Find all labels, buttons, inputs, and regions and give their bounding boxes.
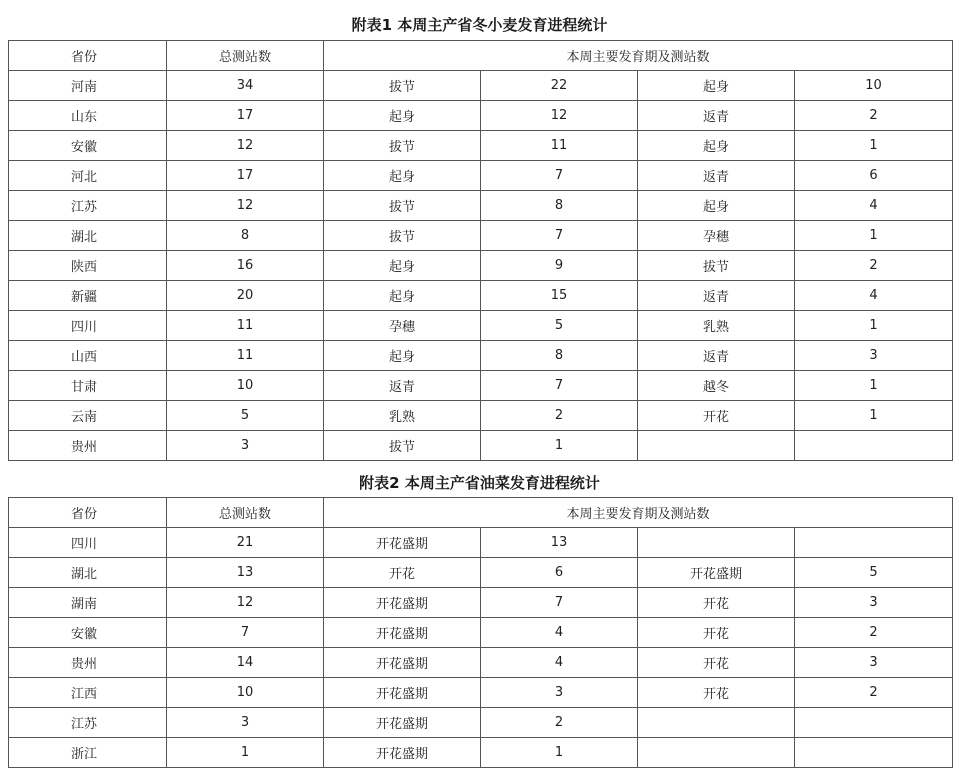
table2-title: 附表2 本周主产省油菜发育进程统计 <box>359 474 600 492</box>
total-stations-cell: 13 <box>167 558 324 588</box>
stage2-cell: 返青 <box>638 161 795 191</box>
table-row <box>9 588 953 618</box>
stage2-count-cell: 2 <box>795 618 953 648</box>
stage1-count-cell: 4 <box>481 618 638 648</box>
stage2-count-cell: 2 <box>795 101 953 131</box>
total-stations-cell: 12 <box>167 588 324 618</box>
stage1-count-cell: 11 <box>481 131 638 161</box>
province-cell: 江苏 <box>9 191 167 221</box>
stage1-cell: 拔节 <box>324 71 481 101</box>
stage1-cell: 起身 <box>324 251 481 281</box>
stage2-count-cell: 1 <box>795 401 953 431</box>
stage2-count-cell <box>795 738 953 768</box>
stage1-cell: 返青 <box>324 371 481 401</box>
stage2-count-cell: 1 <box>795 131 953 161</box>
table-row <box>9 401 953 431</box>
stage2-count-cell: 10 <box>795 71 953 101</box>
stage2-cell: 起身 <box>638 71 795 101</box>
province-cell: 山东 <box>9 101 167 131</box>
province-cell: 河北 <box>9 161 167 191</box>
total-stations-cell: 12 <box>167 131 324 161</box>
header-stages: 本周主要发育期及测站数 <box>324 41 953 71</box>
stage1-cell: 开花 <box>324 558 481 588</box>
header-total-stations: 总测站数 <box>167 498 324 528</box>
header-stages: 本周主要发育期及测站数 <box>324 498 953 528</box>
province-cell: 云南 <box>9 401 167 431</box>
table-row <box>9 708 953 738</box>
table-row <box>9 101 953 131</box>
stage2-cell: 拔节 <box>638 251 795 281</box>
stage1-count-cell: 12 <box>481 101 638 131</box>
total-stations-cell: 3 <box>167 431 324 461</box>
province-cell: 新疆 <box>9 281 167 311</box>
stage2-count-cell: 3 <box>795 588 953 618</box>
table-row <box>9 618 953 648</box>
province-cell: 浙江 <box>9 738 167 768</box>
table-row <box>9 528 953 558</box>
table-row <box>9 678 953 708</box>
province-cell: 贵州 <box>9 431 167 461</box>
stage1-cell: 开花盛期 <box>324 738 481 768</box>
province-cell: 贵州 <box>9 648 167 678</box>
stage1-count-cell: 7 <box>481 588 638 618</box>
header-province: 省份 <box>9 498 167 528</box>
stage2-count-cell: 1 <box>795 311 953 341</box>
total-stations-cell: 11 <box>167 311 324 341</box>
stage1-count-cell: 4 <box>481 648 638 678</box>
province-cell: 安徽 <box>9 618 167 648</box>
table-row <box>9 738 953 768</box>
winter-wheat-table <box>8 40 953 461</box>
stage1-cell: 乳熟 <box>324 401 481 431</box>
stage1-cell: 开花盛期 <box>324 618 481 648</box>
total-stations-cell: 3 <box>167 708 324 738</box>
stage2-cell: 开花 <box>638 401 795 431</box>
table-row <box>9 191 953 221</box>
total-stations-cell: 7 <box>167 618 324 648</box>
stage2-count-cell: 2 <box>795 678 953 708</box>
stage2-cell <box>638 528 795 558</box>
total-stations-cell: 21 <box>167 528 324 558</box>
total-stations-cell: 17 <box>167 101 324 131</box>
stage2-count-cell <box>795 528 953 558</box>
table-row <box>9 71 953 101</box>
stage1-count-cell: 2 <box>481 708 638 738</box>
stage2-cell: 开花 <box>638 648 795 678</box>
stage1-cell: 拔节 <box>324 221 481 251</box>
province-cell: 四川 <box>9 528 167 558</box>
stage1-cell: 开花盛期 <box>324 678 481 708</box>
stage1-count-cell: 8 <box>481 341 638 371</box>
stage1-cell: 起身 <box>324 341 481 371</box>
table-row <box>9 431 953 461</box>
total-stations-cell: 34 <box>167 71 324 101</box>
stage1-count-cell: 2 <box>481 401 638 431</box>
stage2-count-cell <box>795 708 953 738</box>
stage2-cell: 孕穗 <box>638 221 795 251</box>
stage1-count-cell: 6 <box>481 558 638 588</box>
total-stations-cell: 16 <box>167 251 324 281</box>
stage1-cell: 起身 <box>324 101 481 131</box>
province-cell: 湖北 <box>9 558 167 588</box>
stage2-cell: 开花 <box>638 678 795 708</box>
total-stations-cell: 8 <box>167 221 324 251</box>
stage1-count-cell: 15 <box>481 281 638 311</box>
stage1-count-cell: 5 <box>481 311 638 341</box>
stage2-cell: 返青 <box>638 341 795 371</box>
header-total-stations: 总测站数 <box>167 41 324 71</box>
table-row <box>9 648 953 678</box>
total-stations-cell: 17 <box>167 161 324 191</box>
stage2-count-cell: 3 <box>795 341 953 371</box>
total-stations-cell: 10 <box>167 678 324 708</box>
stage1-count-cell: 8 <box>481 191 638 221</box>
table-row <box>9 558 953 588</box>
stage2-cell: 起身 <box>638 191 795 221</box>
rapeseed-table <box>8 497 953 768</box>
stage2-cell: 开花 <box>638 618 795 648</box>
stage2-cell <box>638 431 795 461</box>
total-stations-cell: 5 <box>167 401 324 431</box>
province-cell: 湖南 <box>9 588 167 618</box>
stage1-count-cell: 7 <box>481 371 638 401</box>
total-stations-cell: 12 <box>167 191 324 221</box>
table-row <box>9 341 953 371</box>
province-cell: 陕西 <box>9 251 167 281</box>
total-stations-cell: 11 <box>167 341 324 371</box>
table-row <box>9 371 953 401</box>
stage2-cell: 开花 <box>638 588 795 618</box>
stage1-cell: 起身 <box>324 281 481 311</box>
province-cell: 四川 <box>9 311 167 341</box>
stage2-cell: 返青 <box>638 281 795 311</box>
province-cell: 河南 <box>9 71 167 101</box>
stage1-cell: 开花盛期 <box>324 708 481 738</box>
stage2-cell: 越冬 <box>638 371 795 401</box>
province-cell: 江苏 <box>9 708 167 738</box>
stage2-count-cell: 5 <box>795 558 953 588</box>
stage2-cell: 返青 <box>638 101 795 131</box>
stage1-count-cell: 1 <box>481 431 638 461</box>
stage2-cell: 起身 <box>638 131 795 161</box>
stage2-count-cell: 4 <box>795 191 953 221</box>
stage1-cell: 开花盛期 <box>324 588 481 618</box>
stage1-cell: 开花盛期 <box>324 528 481 558</box>
province-cell: 甘肃 <box>9 371 167 401</box>
province-cell: 江西 <box>9 678 167 708</box>
table-row <box>9 281 953 311</box>
stage2-count-cell <box>795 431 953 461</box>
stage1-count-cell: 22 <box>481 71 638 101</box>
stage1-count-cell: 9 <box>481 251 638 281</box>
province-cell: 安徽 <box>9 131 167 161</box>
table-row <box>9 161 953 191</box>
total-stations-cell: 1 <box>167 738 324 768</box>
stage1-cell: 拔节 <box>324 431 481 461</box>
total-stations-cell: 14 <box>167 648 324 678</box>
stage2-count-cell: 1 <box>795 371 953 401</box>
stage1-cell: 拔节 <box>324 131 481 161</box>
stage2-cell <box>638 708 795 738</box>
stage1-count-cell: 13 <box>481 528 638 558</box>
stage1-cell: 拔节 <box>324 191 481 221</box>
stage1-count-cell: 3 <box>481 678 638 708</box>
stage2-count-cell: 1 <box>795 221 953 251</box>
stage2-count-cell: 3 <box>795 648 953 678</box>
stage1-cell: 孕穗 <box>324 311 481 341</box>
stage2-cell: 开花盛期 <box>638 558 795 588</box>
stage2-count-cell: 4 <box>795 281 953 311</box>
province-cell: 湖北 <box>9 221 167 251</box>
header-province: 省份 <box>9 41 167 71</box>
total-stations-cell: 10 <box>167 371 324 401</box>
stage1-cell: 开花盛期 <box>324 648 481 678</box>
stage1-count-cell: 7 <box>481 161 638 191</box>
stage1-cell: 起身 <box>324 161 481 191</box>
table-row <box>9 251 953 281</box>
stage2-cell <box>638 738 795 768</box>
stage2-cell: 乳熟 <box>638 311 795 341</box>
stage2-count-cell: 6 <box>795 161 953 191</box>
stage1-count-cell: 1 <box>481 738 638 768</box>
table-row <box>9 131 953 161</box>
table-header-row <box>9 41 953 71</box>
stage1-count-cell: 7 <box>481 221 638 251</box>
table1-title: 附表1 本周主产省冬小麦发育进程统计 <box>351 16 608 34</box>
province-cell: 山西 <box>9 341 167 371</box>
table-row <box>9 311 953 341</box>
total-stations-cell: 20 <box>167 281 324 311</box>
table-header-row <box>9 498 953 528</box>
stage2-count-cell: 2 <box>795 251 953 281</box>
table-row <box>9 221 953 251</box>
